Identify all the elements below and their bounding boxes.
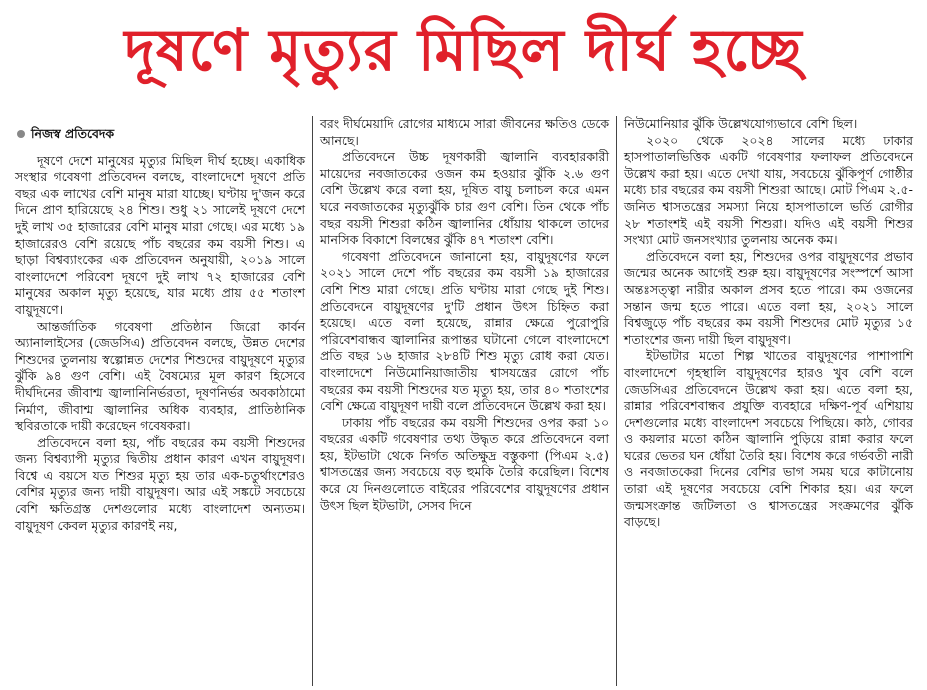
bullet-icon	[17, 130, 25, 138]
byline-text: নিজস্ব প্রতিবেদক	[31, 126, 115, 141]
paragraph: ২০২০ থেকে ২০২৪ সালের মধ্যে ঢাকার হাসপাতালভিত্তিক একটি গবেষণার ফলাফল প্রতিবেদনে উল্লেখ করা হয়। এতে দেখা যায়, সবচেয়ে ঝুঁকিপূর্ণ গোষ্ঠীর মধ্যে চার বছরের কম বয়সী শিশুরা আছে। মোট পিএম ২.৫-জনিত শ্বাসতন্ত্রের সমস্যা নিয়ে হাসপাতালে ভর্তি রোগীর ২৮ শতাংশই এই বয়সী শিশুরা। যদিও এই বয়সী শিশুর সংখ্যা মোট জনসংখ্যার তুলনায় অনেক কম।	[624, 132, 913, 248]
article-column-3	[616, 116, 920, 686]
paragraph: প্রতিবেদনে উচ্চ দূষণকারী জ্বালানি ব্যবহারকারী মায়েদের নবজাতকের ওজন কম হওয়ার ঝুঁকি ২.৬ গুণ বেশি উল্লেখ করে বলা হয়, দূষিত বায়ু চলাচল করে এমন ঘরে নবজাতকের মৃত্যুঝুঁকি চার গুণ বেশি। তিন থেকে পাঁচ বছর বয়সী শিশুরা কঠিন জ্বালানির ধোঁয়ায় থাকলে তাদের মানসিক বিকাশে বিলম্বের ঝুঁকি ৪৭ শতাংশ বেশি।	[320, 149, 609, 248]
paragraph: বরং দীর্ঘমেয়াদি রোগের মাধ্যমে সারা জীবনের ক্ষতিও ডেকে আনছে।	[320, 116, 609, 148]
article-headline: দূষণে মৃত্যুর মিছিল দীর্ঘ হচ্ছে	[124, 15, 803, 84]
paragraph: গবেষণা প্রতিবেদনে জানানো হয়, বায়ুদূষণের ফলে ২০২১ সালে দেশে পাঁচ বছরের কম বয়সী ১৯ হাজারের বেশি শিশু মারা গেছে। প্রতি ঘণ্টায় মারা গেছে দুই শিশু। প্রতিবেদনে বায়ুদূষণের দু'টি প্রধান উৎস চিহ্নিত করা হয়েছে। এতে বলা হয়েছে, রান্নার ক্ষেত্রে পুরোপুরি পরিবেশবান্ধব জ্বালানির রূপান্তর ঘটানো গেলে বাংলাদেশে প্রতি বছর ১৬ হাজার ২৮৪টি শিশু মৃত্যু রোধ করা যেত। বাংলাদেশে নিউমোনিয়াজাতীয় শ্বাসযন্ত্রের রোগে পাঁচ বছরের কম বয়সী শিশুদের যত মৃত্যু হয়, তার ৪০ শতাংশের বেশি ক্ষেত্রে বায়ুদূষণ দায়ী বলে প্রতিবেদনে উল্লেখ করা হয়।	[320, 248, 609, 414]
paragraph: দূষণে দেশে মানুষের মৃত্যুর মিছিল দীর্ঘ হচ্ছে। একাধিক সংস্থার গবেষণা প্রতিবেদন বলছে, বাংলাদেশে দূষণে প্রতি বছর এক লাখের বেশি মানুষ মারা যাচ্ছে। ঘণ্টায় দু'জন করে দিনে প্রাণ হারিয়েছে ২৪ শিশু। শুধু ২১ সালেই দূষণে দেশে দুই লাখ ৩৫ হাজারের বেশি মানুষ মারা গেছে। এর মধ্যে ১৯ হাজারেরও বেশি রয়েছে পাঁচ বছরের কম বয়সী শিশু। এ ছাড়া বিশ্বব্যাংকের এক প্রতিবেদন অনুযায়ী, ২০১৯ সালে বাংলাদেশে পরিবেশ দূষণে দুই লাখ ৭২ হাজারের বেশি মানুষের অকাল মৃত্যু হয়েছে, যার মধ্যে প্রায় ৫৫ শতাংশ বায়ুদূষণে।	[15, 152, 305, 317]
paragraph: আন্তর্জাতিক গবেষণা প্রতিষ্ঠান জিরো কার্বন অ্যানালাইসের (জেডসিএ) প্রতিবেদন বলছে, উন্নত দেশের শিশুদের তুলনায় স্বল্পোন্নত দেশের শিশুদের বায়ুদূষণে মৃত্যুর ঝুঁকি ৯৪ গুণ বেশি। এই বৈষম্যের মূল কারণ হিসেবে দীর্ঘদিনের জীবাশ্ম জ্বালানিনির্ভরতা, দূষণনির্ভর অবকাঠামো নির্মাণ, জীবাশ্ম জ্বালানির অধিক ব্যবহার, প্রাতিষ্ঠানিক স্থবিরতাকে দায়ী করেছেন গবেষকরা।	[15, 318, 305, 434]
paragraph: নিউমোনিয়ার ঝুঁকি উল্লেখযোগ্যভাবে বেশি ছিল।	[624, 116, 858, 131]
paragraph: প্রতিবেদনে বলা হয়, পাঁচ বছরের কম বয়সী শিশুদের জন্য বিশ্বব্যাপী মৃত্যুর দ্বিতীয় প্রধান কারণ এখন বায়ুদূষণ। বিশ্বে এ বয়সে যত শিশুর মৃত্যু হয় তার এক-চতুর্থাংশেরও বেশির মৃত্যুর জন্য দায়ী বায়ুদূষণ। আর এই সঙ্কটে সবচেয়ে বেশি ক্ষতিগ্রস্ত দেশগুলোর মধ্যে বাংলাদেশ অন্যতম। বায়ুদূষণ কেবল মৃত্যুর কারণই নয়,	[15, 434, 305, 533]
byline	[17, 126, 305, 143]
paragraph: ইটভাটার মতো শিল্প খাতের বায়ুদূষণের পাশাপাশি বাংলাদেশে গৃহস্থালি বায়ুদূষণের হারও খুব বেশি বলে জেডসিএর প্রতিবেদনে উল্লেখ করা হয়। এতে বলা হয়, রান্নার পরিবেশবান্ধব প্রযুক্তি ব্যবহারে দক্ষিণ-পূর্ব এশিয়ায় দেশগুলোর মধ্যে বাংলাদেশ সবচেয়ে পিছিয়ে। কাঠ, গোবর ও কয়লার মতো কঠিন জ্বালানি পুড়িয়ে রান্না করার ফলে ঘরের ভেতর ঘন ধোঁয়া তৈরি হয়। বিশেষ করে গর্ভবতী নারী ও নবজাতকেরা দিনের বেশির ভাগ সময় ঘরে কাটানোয় তারা এই দূষণের সবচেয়ে বেশি শিকার হয়। এর ফলে জন্মসংক্রান্ত জটিলতা ও শ্বাসতন্ত্রের সংক্রমণের ঝুঁকি বাড়ছে।	[624, 348, 913, 530]
paragraph: প্রতিবেদনে বলা হয়, শিশুদের ওপর বায়ুদূষণের প্রভাব জন্মের অনেক আগেই শুরু হয়। বায়ুদূষণের সংস্পর্শে আসা অন্তঃসত্ত্বা নারীর অকাল প্রসব হতে পারে। কম ওজনের সন্তান জন্ম হতে পারে। এতে বলা হয়, ২০২১ সালে বিশ্বজুড়ে পাঁচ বছরের কম বয়সী শিশুদের মোট মৃত্যুর ১৫ শতাংশের জন্য দায়ী ছিল বায়ুদূষণ।	[624, 248, 913, 347]
article-body	[8, 116, 920, 686]
article-column-1	[8, 116, 312, 686]
paragraph: ঢাকায় পাঁচ বছরের কম বয়সী শিশুদের ওপর করা ১০ বছরের একটি গবেষণার তথ্য উদ্ধৃত করে প্রতিবেদনে বলা হয়, ইটভাটা থেকে নির্গত অতিক্ষুদ্র বস্তুকণা (পিএম ২.৫) শ্বাসতন্ত্রের জন্য সবচেয়ে বড় হুমকি তৈরি করেছিল। বিশেষ করে যে দিনগুলোতে বাইরের পরিবেশের বায়ুদূষণের প্রধান উৎস ছিল ইটভাটা, সেসব দিনে	[320, 414, 609, 513]
article-column-2	[312, 116, 616, 686]
